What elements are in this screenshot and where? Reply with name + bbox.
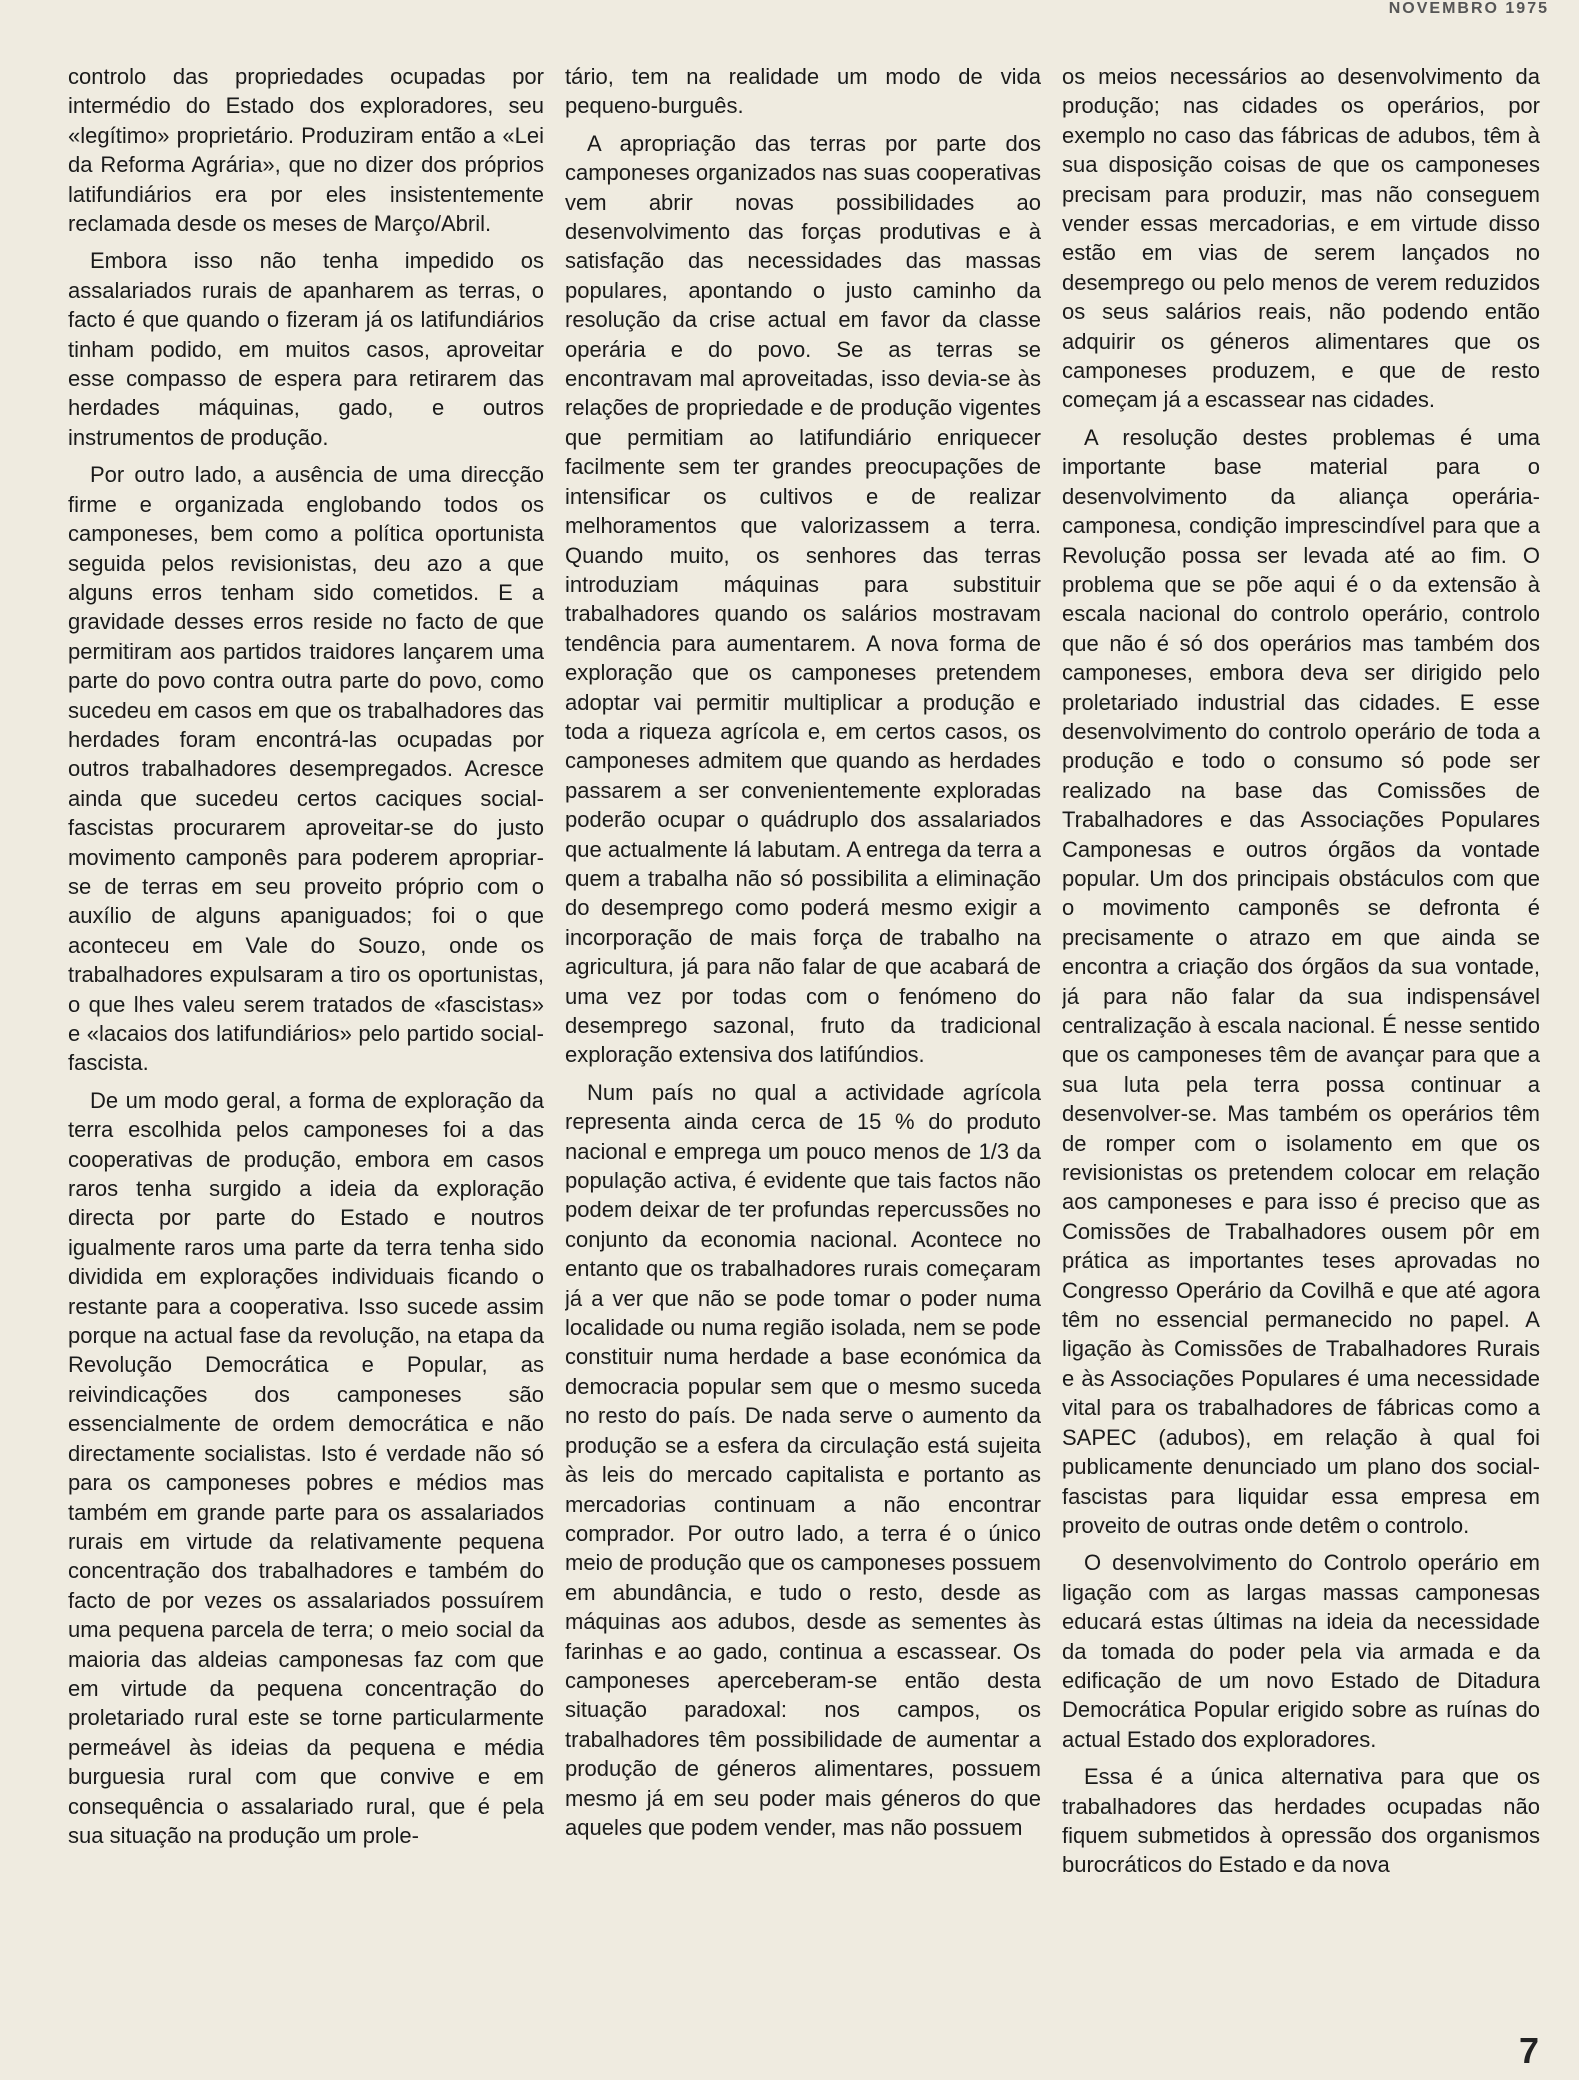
paragraph: controlo das propriedades ocupadas por intermédio do Estado dos exploradores, seu «legítimo» proprietário. Produziram então a «Lei da Reforma Agrária», que no dizer dos próprios latifundiários era por eles insistentemente reclamada desde os meses de Março/Abril. bbox=[68, 64, 544, 237]
paragraph: Embora isso não tenha impedido os assalariados rurais de apanharem as terras, o facto é que quando o fizeram já os latifundiários tinham podido, em muitos casos, aproveitar esse compasso de espera para retirarem das herdades máquinas, gado, e outros instrumentos de produção. bbox=[68, 248, 544, 450]
paragraph: O desenvolvimento do Controlo operário em ligação com as largas massas camponesas educará estas últimas na ideia da necessidade da tomada do poder pela via armada e da edificação de um novo Estado de Ditadura Democrática Popular erigido sobre as ruínas do actual Estado dos exploradores. bbox=[1062, 1550, 1540, 1752]
issue-header: NOVEMBRO 1975 bbox=[1388, 0, 1549, 17]
paragraph: tário, tem na realidade um modo de vida pequeno-burguês. bbox=[565, 64, 1041, 119]
paragraph: A resolução destes problemas é uma importante base material para o desenvolvimento da aliança operária-camponesa, condição imprescindível para que a Revolução possa ser levada até ao fim. O problema que se põe aqui é o da extensão à escala nacional do controlo operário, controlo que não é só dos operários mas também dos camponeses, embora deva ser dirigido pelo proletariado industrial das cidades. E esse desenvolvimento do controlo operário de toda a produção e todo o consumo só pode ser realizado na base das Comissões de Trabalhadores e das Associações Populares Camponesas e outros órgãos da vontade popular. Um dos principais obstáculos com que o movimento camponês se defronta é precisamente o atrazo em que ainda se encontra a criação dos órgãos da sua vontade, já para não falar da sua indispensável centralização à escala nacional. É nesse sentido que os camponeses têm de avançar para que a sua luta pela terra possa continuar a desenvolver-se. Mas também os operários têm de romper com o isolamento em que os revisionistas os pretendem colocar em relação aos camponeses e para isso é preciso que as Comissões de Trabalhadores ousem pôr em prática as importantes teses aprovadas no Congresso Operário da Covilhã e que até agora têm no essencial permanecido no papel. A ligação às Comissões de Trabalhadores Rurais e às Associações Populares é uma necessidade vital para os trabalhadores de fábricas como a SAPEC (adubos), em relação à qual foi publicamente denunciado um plano dos social-fascistas para liquidar essa empresa em proveito de outras onde detêm o controlo. bbox=[1062, 424, 1540, 1538]
text-column-2 bbox=[565, 62, 1041, 2022]
paragraph: Num país no qual a actividade agrícola representa ainda cerca de 15 % do produto nacional e emprega um pouco menos de 1/3 da população activa, é evidente que tais factos não podem deixar de ter profundas repercussões no conjunto da economia nacional. Acontece no entanto que os trabalhadores rurais começaram já a ver que não se pode tomar o poder numa localidade ou numa região isolada, nem se pode constituir numa herdade a base económica da democracia popular sem que o mesmo suceda no resto do país. De nada serve o aumento da produção se a esfera da circulação está sujeita às leis do mercado capitalista e portanto as mercadorias continuam a não encontrar comprador. Por outro lado, a terra é o único meio de produção que os camponeses possuem em abundância, e tudo o resto, desde as máquinas aos adubos, desde as sementes às farinhas e ao gado, continua a escassear. Os camponeses aperceberam-se então desta situação paradoxal: nos campos, os trabalhadores têm possibilidade de aumentar a produção de géneros alimentares, possuem mesmo já em seu poder mais géneros do que aqueles que podem vender, mas não possuem bbox=[565, 1079, 1041, 1840]
paragraph: De um modo geral, a forma de exploração da terra escolhida pelos camponeses foi a das cooperativas de produção, embora em casos raros tenha surgido a ideia da exploração directa por parte do Estado e noutros igualmente raros uma parte da terra tenha sido dividida em explorações individuais ficando o restante para a cooperativa. Isso sucede assim porque na actual fase da revolução, na etapa da Revolução Democrática e Popular, as reivindicações dos camponeses são essencialmente de ordem democrática e não directamente socialistas. Isto é verdade não só para os camponeses pobres e médios mas também em grande parte para os assalariados rurais em virtude da relativamente pequena concentração dos trabalhadores e também do facto de por vezes os assalariados possuírem uma pequena parcela de terra; o meio social da maioria das aldeias camponesas faz com que em virtude da pequena concentração do proletariado rural este se torne particularmente permeável às ideias da pequena e média burguesia rural com que convive e em consequência o assalariado rural, que é pela sua situação na produção um prole- bbox=[68, 1087, 544, 1848]
text-column-1 bbox=[68, 62, 544, 2022]
page-number: 7 bbox=[1518, 2030, 1539, 2071]
paragraph: A apropriação das terras por parte dos camponeses organizados nas suas cooperativas vem abrir novas possibilidades ao desenvolvimento das forças produtivas e à satisfação das necessidades das massas populares, apontando o justo caminho da resolução da crise actual em favor da classe operária e do povo. Se as terras se encontravam mal aproveitadas, isso devia-se às relações de propriedade e de produção vigentes que permitiam ao latifundiário enriquecer facilmente sem ter grandes preocupações de intensificar os cultivos e de realizar melhoramentos que valorizassem a terra. Quando muito, os senhores das terras introduziam máquinas para substituir trabalhadores quando os salários mostravam tendência para aumentarem. A nova forma de exploração que os camponeses pretendem adoptar vai permitir multiplicar a produção e toda a riqueza agrícola e, em certos casos, os camponeses admitem que quando as herdades passarem a ser convenientemente exploradas poderão ocupar o quádruplo dos assalariados que actualmente lá labutam. A entrega da terra a quem a trabalha não só possibilita a eliminação do desemprego como poderá mesmo exigir a incorporação de mais força de trabalho na agricultura, já para não falar de que acabará de uma vez por todas com o fenómeno do desemprego sazonal, fruto da tradicional exploração extensiva dos latifúndios. bbox=[565, 130, 1041, 1068]
text-column-3 bbox=[1062, 62, 1540, 2022]
paragraph: Essa é a única alternativa para que os trabalhadores das herdades ocupadas não fiquem submetidos à opressão dos organismos burocráticos do Estado e da nova bbox=[1062, 1764, 1540, 1878]
paragraph: os meios necessários ao desenvolvimento da produção; nas cidades os operários, por exemplo no caso das fábricas de adubos, têm à sua disposição coisas de que os camponeses precisam para produzir, mas não conseguem vender essas mercadorias, e em virtude disso estão em vias de serem lançados no desemprego ou pelo menos de verem reduzidos os seus salários reais, não podendo então adquirir os géneros alimentares que os camponeses produzem, e que de resto começam já a escassear nas cidades. bbox=[1062, 64, 1540, 413]
paragraph: Por outro lado, a ausência de uma direcção firme e organizada englobando todos os camponeses, bem como a política oportunista seguida pelos revisionistas, deu azo a que alguns erros tenham sido cometidos. E a gravidade desses erros reside no facto de que permitiram aos partidos traidores lançarem uma parte do povo contra outra parte do povo, como sucedeu em casos em que os trabalhadores das herdades foram encontrá-las ocupadas por outros trabalhadores desempregados. Acresce ainda que sucedeu certos caciques social-fascistas procurarem aproveitar-se do justo movimento camponês para poderem apropriar-se de terras em seu proveito próprio com o auxílio de alguns apaniguados; foi o que aconteceu em Vale do Souzo, onde os trabalhadores expulsaram a tiro os oportunistas, o que lhes valeu serem tratados de «fascistas» e «lacaios dos latifundiários» pelo partido social-fascista. bbox=[68, 462, 544, 1076]
